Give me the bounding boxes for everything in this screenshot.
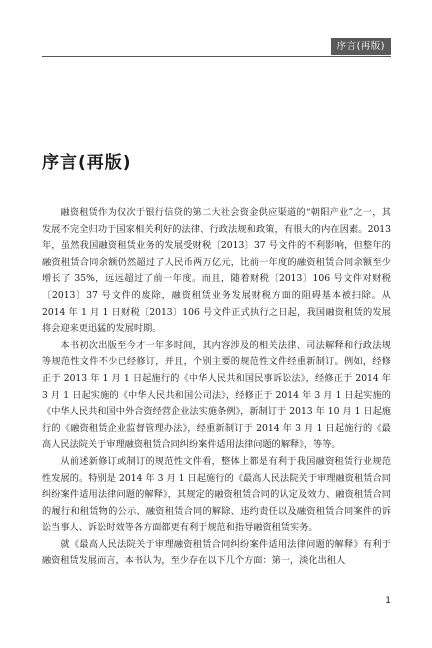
chapter-title: 序言(再版)	[42, 153, 132, 173]
paragraph: 从前述新修订或制订的规范性文件看，整体上都是有利于我国融资租赁行业规范性发展的。特别是 2014 年 3 月 1 日起施行的《最高人民法院关于审理融资租赁合同纠纷案件适用法律问题的解释》，其规定的融资租赁合同的认定及效力、融资租赁合同的履行和租赁物的公示、融资租赁合同的解除、违约责任以及融资租赁合同案件的诉讼当事人、诉讼时效等各方面都更有利于规范和指导融资租赁实务。	[42, 455, 391, 534]
page-number: 1	[385, 596, 391, 606]
running-header-title: 序言(再版)	[331, 38, 391, 55]
paragraph: 就《最高人民法院关于审理融资租赁合同纠纷案件适用法律问题的解释》有利于融资租赁发展而言，本书认为，至少存在以下几个方面：第一，淡化出租人	[42, 538, 391, 567]
body-text	[42, 205, 391, 570]
paragraph: 本书初次出版至今才一年多时间，其内容涉及的相关法律、司法解释和行政法规等规范性文件不少已经修订，并且，个别主要的规范性文件经重新制订。例如，经修正于 2013 年 1 月 1 日起施行的《中华人民共和国民事诉讼法》，经修正于 2014 年 3 月 1 日起实施的《中华人民共和国公司法》，经修正于 2014 年 3 月 1 日起实施的《中华人民共和国中外合资经营企业法实施条例》，新制订于 2013 年 10 月 1 日起施行的《融资租赁企业监督管理办法》，经重新制订于 2014 年 3 月 1 日起施行的《最高人民法院关于审理融资租赁合同纠纷案件适用法律问题的解释》，等等。	[42, 339, 391, 451]
running-header	[42, 38, 391, 57]
paragraph: 融资租赁作为仅次于银行信贷的第二大社会资金供应渠道的“朝阳产业”之一，其发展不完全归功于国家相关利好的法律、行政法规和政策，有很大的内在因素。2013 年，虽然我国融资租赁业务的发展受财税〔2013〕37 号文件的不利影响，但整年的融资租赁合同余额仍然超过了人民币两万亿元，比前一年度的融资租赁合同余额至少增长了 35%，远远超过了前一年度。而且，随着财税〔2013〕106 号文件对财税〔2013〕37 号文件的废除，融资租赁业务发展财税方面的阻碍基本被扫除。从 2014 年 1 月 1 日财税〔2013〕106 号文件正式执行之日起，我国融资租赁的发展将会迎来更迅猛的发展时期。	[42, 207, 391, 335]
